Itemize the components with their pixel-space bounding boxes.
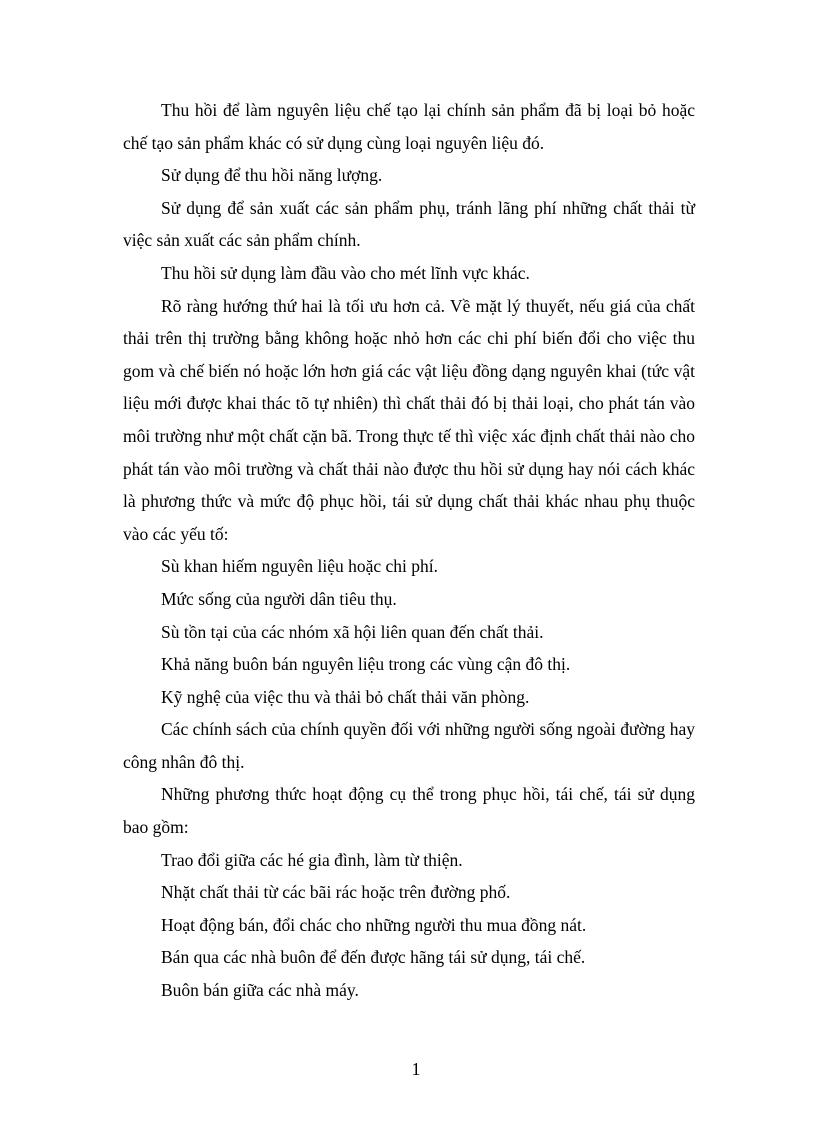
list-item-household-exchange: Trao đổi giữa các hé gia đình, làm từ thiện. [161, 849, 463, 870]
page-number: 1 [411, 1059, 421, 1079]
list-item-scrap-buyers: Hoạt động bán, đổi chác cho những người thu mua đồng nát. [161, 914, 587, 935]
paragraph-other-fields: Thu hồi sử dụng làm đầu vào cho mét lĩnh vực khác. [161, 262, 530, 283]
paragraph-energy-recovery: Sử dụng để thu hồi năng lượng. [161, 165, 383, 186]
list-item-living-standard: Mức sống của người dân tiêu thụ. [161, 588, 397, 609]
paragraph-by-products: Sử dụng để sản xuất các sản phẩm phụ, tránh lãng phí những chất thải từ việc sản xuất các sản phẩm chính. [123, 197, 695, 251]
list-item-scarcity: Sù khan hiếm nguyên liệu hoặc chi phí. [161, 556, 439, 577]
paragraph-activity-methods: Những phương thức hoạt động cụ thể trong phục hồi, tái chế, tái sử dụng bao gồm: [123, 784, 695, 838]
paragraph-recycle-material: Thu hồi để làm nguyên liệu chế tạo lại chính sản phẩm đã bị loại bỏ hoặc chế tạo sản phẩm khác có sử dụng cùng loại nguyên liệu đó. [123, 100, 695, 153]
list-item-trade-peri-urban: Khả năng buôn bán nguyên liệu trong các vùng cận đô thị. [161, 654, 571, 675]
list-item-social-groups: Sù tồn tại của các nhóm xã hội liên quan đến chất thải. [161, 621, 544, 642]
body-text [123, 94, 695, 1007]
list-item-office-waste: Kỹ nghệ của việc thu và thải bỏ chất thải văn phòng. [161, 686, 530, 707]
list-item-factory-trade: Buôn bán giữa các nhà máy. [161, 980, 359, 1001]
list-item-scavenging: Nhặt chất thải từ các bãi rác hoặc trên đường phố. [161, 882, 511, 903]
list-item-government-policy: Các chính sách của chính quyền đối với những người sống ngoài đường hay công nhân đô thị. [123, 719, 695, 772]
paragraph-second-direction: Rõ ràng hướng thứ hai là tối ưu hơn cả. Về mặt lý thuyết, nếu giá của chất thải trên thị trường bằng không hoặc nhỏ hơn các chi phí biến đổi cho việc thu gom và chế biến nó hoặc lớn hơn giá các vật liệu đồng dạng nguyên khai (tức vật liệu mới được khai thác tõ tự nhiên) thì chất thải đó bị thải loại, cho phát tán vào môi trường như một chất cặn bã. Trong thực tế thì việc xác định chất thải nào cho phát tán vào môi trường và chất thải nào được thu hồi sử dụng hay nói cách khác là phương thức và mức độ phục hồi, tái sử dụng chất thải khác nhau phụ thuộc vào các yếu tố: [123, 295, 695, 544]
list-item-traders: Bán qua các nhà buôn để đến được hãng tái sử dụng, tái chế. [161, 947, 586, 968]
